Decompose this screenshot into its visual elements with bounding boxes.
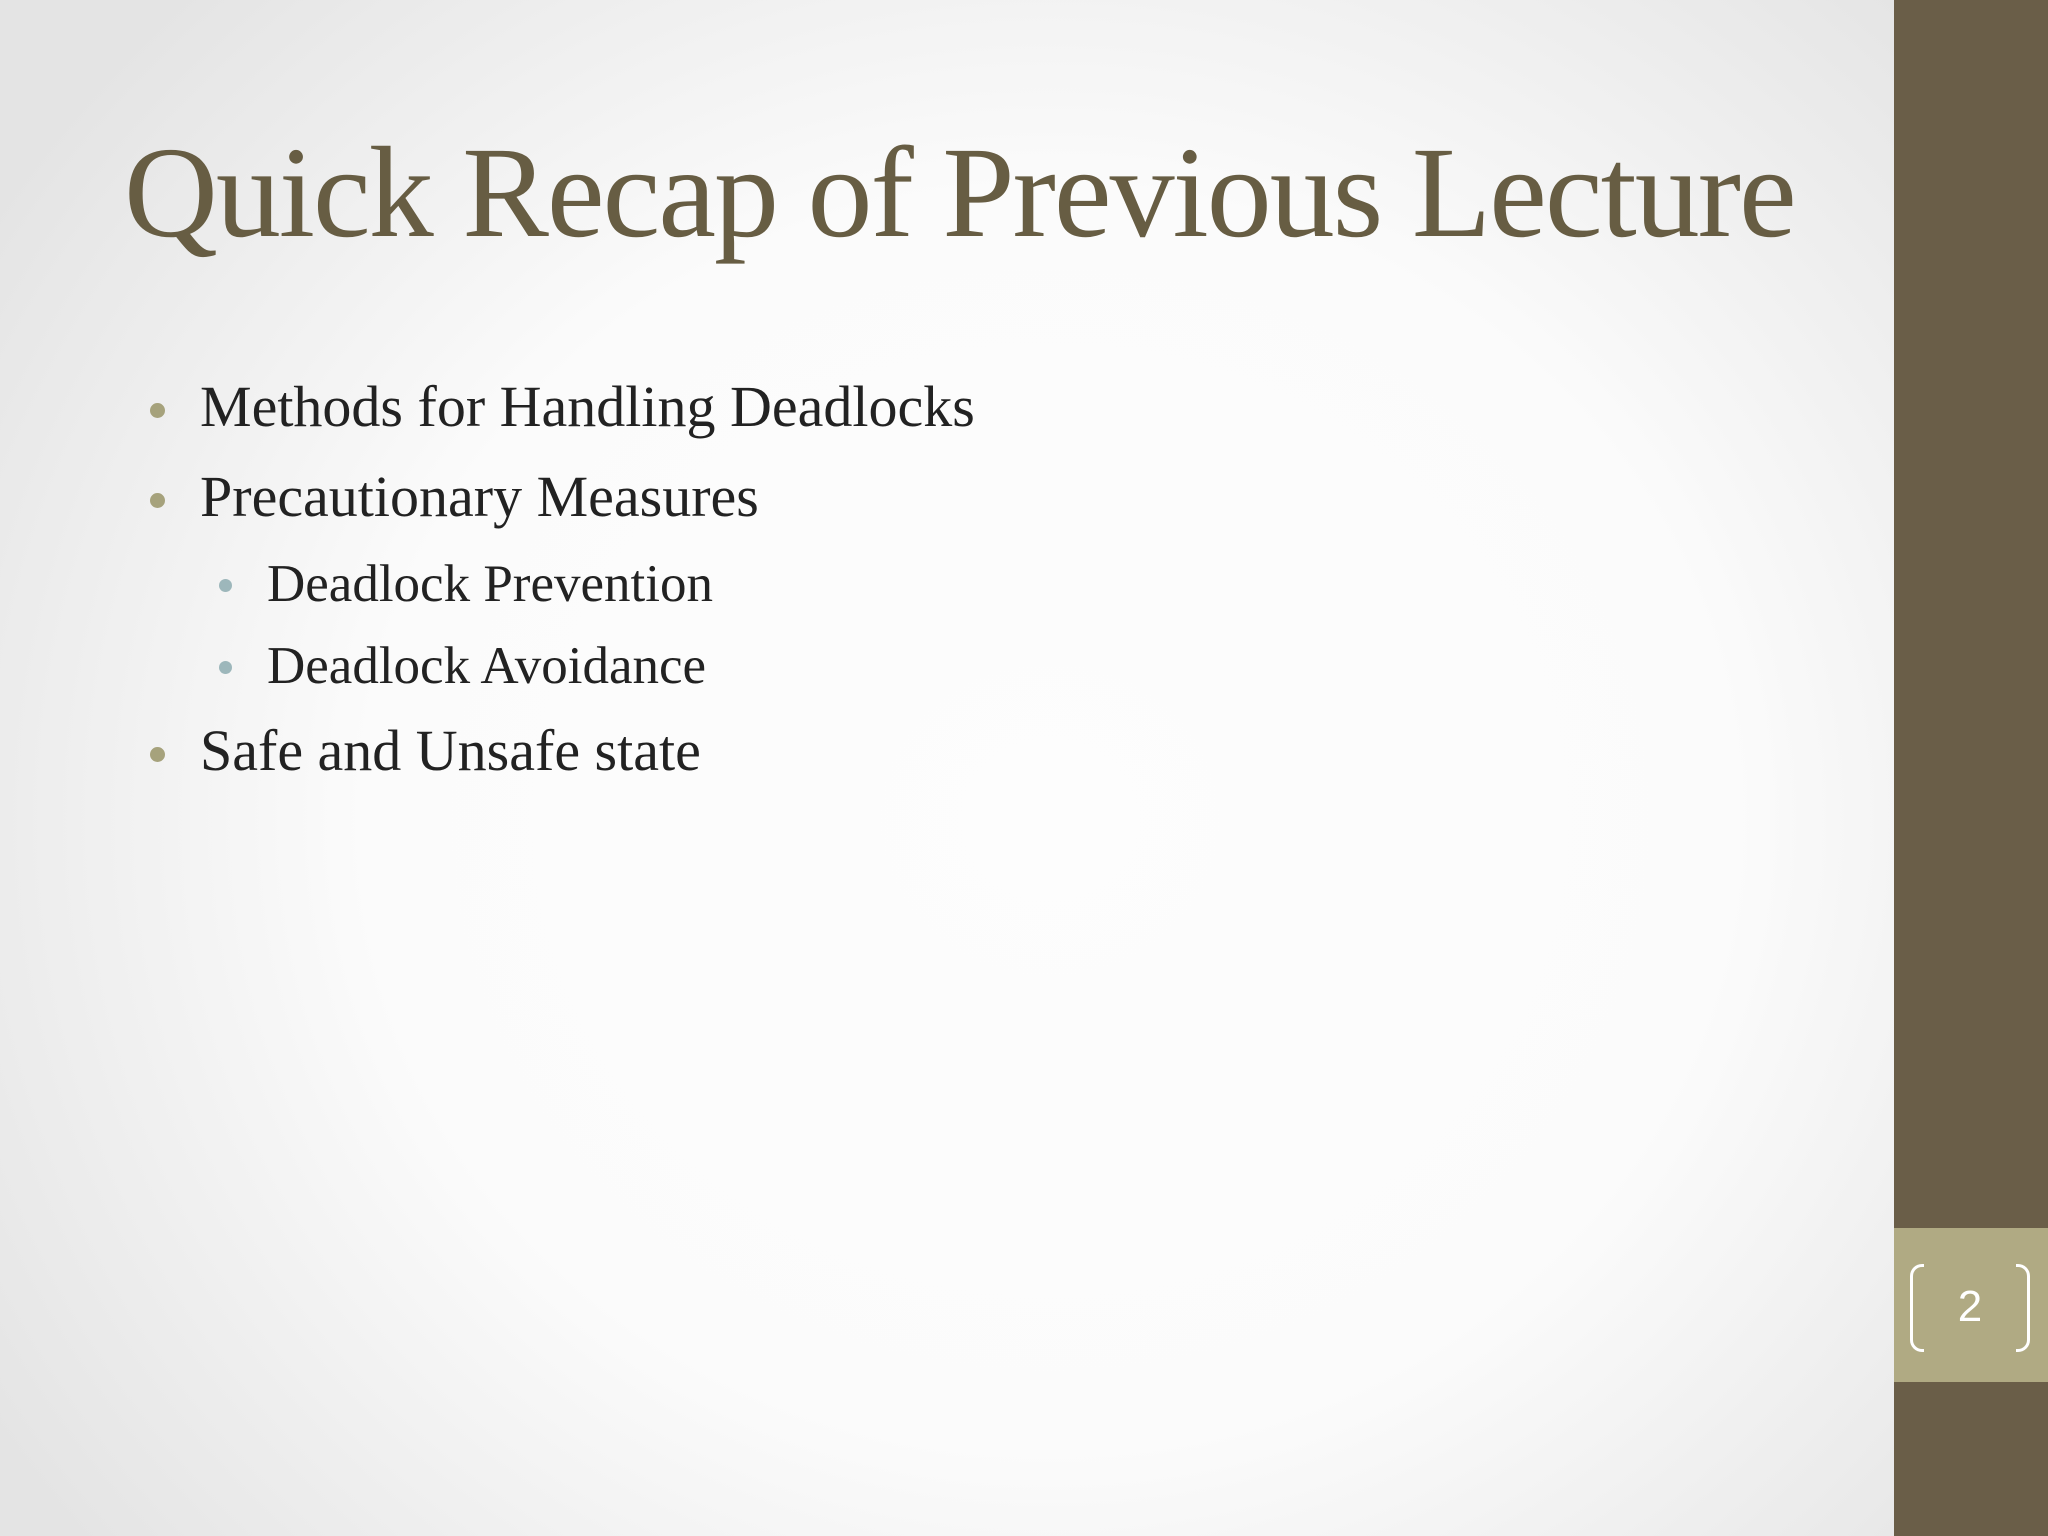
bullet-text: Precautionary Measures xyxy=(200,464,759,529)
bullet-item-safe-unsafe xyxy=(200,716,701,786)
slide-title: Quick Recap of Previous Lecture xyxy=(124,121,1795,265)
bullet-dot-icon xyxy=(150,747,165,762)
right-bracket-icon xyxy=(2016,1264,2030,1352)
sub-bullet-text: Deadlock Avoidance xyxy=(267,637,707,695)
bullet-dot-icon xyxy=(150,403,165,418)
sub-bullet-dot-icon xyxy=(219,579,232,592)
bullet-text: Methods for Handling Deadlocks xyxy=(200,374,975,439)
sub-bullet-dot-icon xyxy=(219,661,232,674)
sub-bullet-item-avoidance xyxy=(267,634,706,698)
sub-bullet-text: Deadlock Prevention xyxy=(267,555,713,613)
page-number-box xyxy=(1894,1228,2048,1382)
left-bracket-icon xyxy=(1910,1264,1924,1352)
bullet-item-methods xyxy=(200,372,975,442)
bullet-text: Safe and Unsafe state xyxy=(200,718,701,783)
bullet-dot-icon xyxy=(150,493,165,508)
bullet-item-precautionary xyxy=(200,462,759,532)
page-number: 2 xyxy=(1957,1282,1983,1331)
sub-bullet-item-prevention xyxy=(267,552,713,616)
